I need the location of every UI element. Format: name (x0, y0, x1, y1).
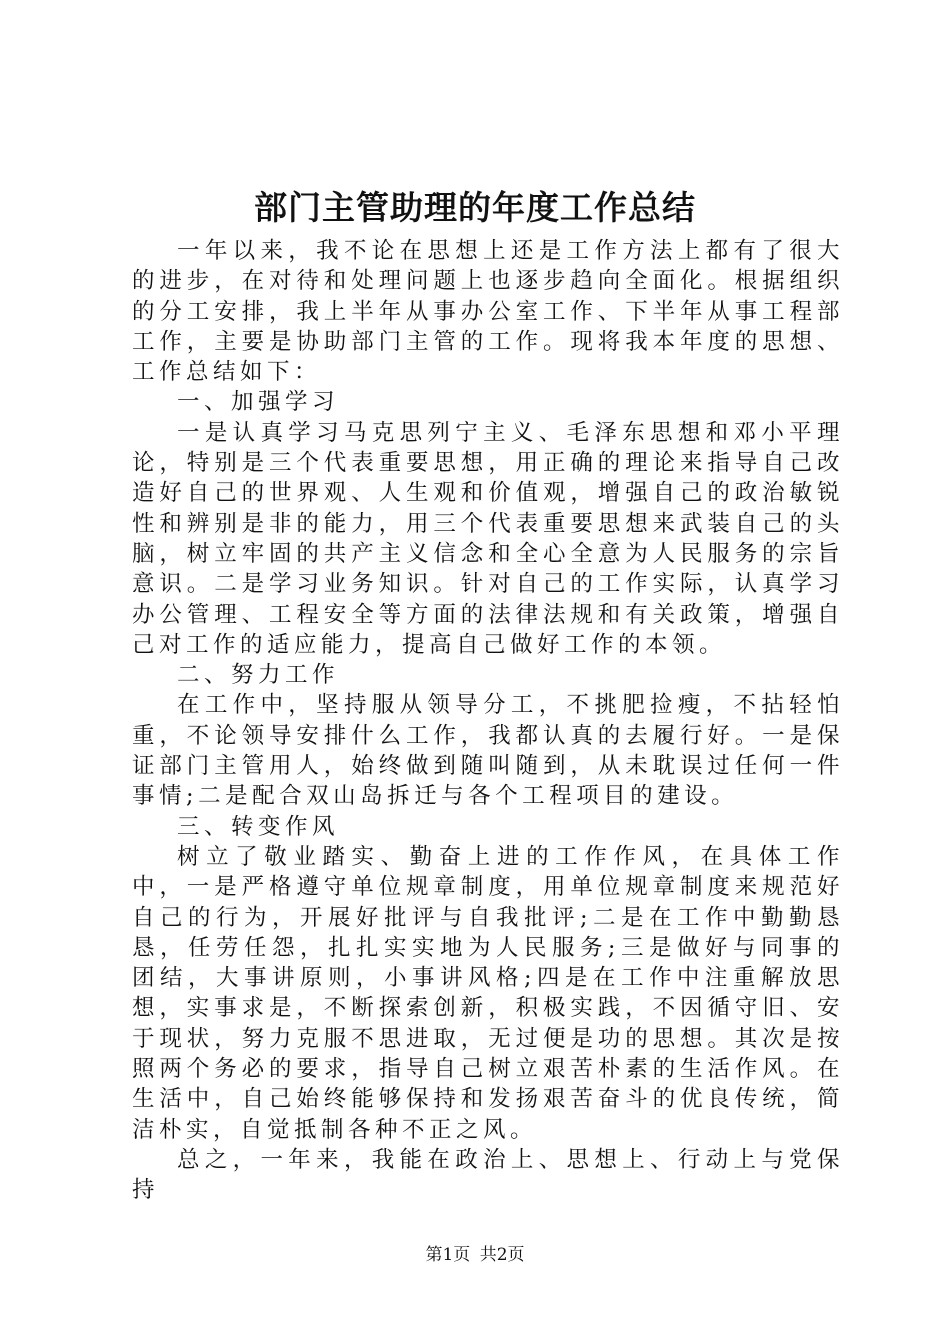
paragraph-work: 在工作中，坚持服从领导分工，不挑肥捡瘦，不拈轻怕重，不论领导安排什么工作，我都认真的去履行好。一是保证部门主管用人，始终做到随叫随到，从未耽误过任何一件事情;二是配合双山岛拆迁与各个工程项目的建设。 (132, 692, 844, 810)
paragraph-conclusion: 总之，一年来，我能在政治上、思想上、行动上与党保持 (132, 1146, 844, 1204)
paragraph-study: 一是认真学习马克思列宁主义、毛泽东思想和邓小平理论，特别是三个代表重要思想，用正确的理论来指导自己改造好自己的世界观、人生观和价值观，增强自己的政治敏锐性和辨别是非的能力，用三个代表重要思想来武装自己的头脑，树立牢固的共产主义信念和全心全意为人民服务的宗旨意识。二是学习业务知识。针对自己的工作实际，认真学习办公管理、工程安全等方面的法律法规和有关政策，增强自己对工作的适应能力，提高自己做好工作的本领。 (132, 419, 844, 658)
paragraph-intro: 一年以来，我不论在思想上还是工作方法上都有了很大的进步，在对待和处理问题上也逐步趋向全面化。根据组织的分工安排，我上半年从事办公室工作、下半年从事工程部工作，主要是协助部门主管的工作。现将我本年度的思想、工作总结如下： (132, 238, 844, 386)
section-heading-style: 三、转变作风 (177, 813, 340, 840)
page-number: 第1页 (425, 1245, 471, 1265)
page-footer (0, 1243, 950, 1267)
paragraph-style: 树立了敬业踏实、勤奋上进的工作作风，在具体工作中，一是严格遵守单位规章制度，用单位规章制度来规范好自己的行为，开展好批评与自我批评;二是在工作中勤勤恳恳，任劳任怨，扎扎实实地为人民服务;三是做好与同事的团结，大事讲原则，小事讲风格;四是在工作中注重解放思想，实事求是，不断探索创新，积极实践，不因循守旧、安于现状，努力克服不思进取，无过便是功的思想。其次是按照两个务必的要求，指导自己树立艰苦朴素的生活作风。在生活中，自己始终能够保持和发扬艰苦奋斗的优良传统，简洁朴实，自觉抵制各种不正之风。 (132, 843, 844, 1143)
section-heading-study: 一、加强学习 (177, 389, 340, 416)
document-title: 部门主管助理的年度工作总结 (254, 188, 696, 227)
page-total: 共2页 (479, 1245, 525, 1265)
section-heading-work: 二、努力工作 (177, 662, 340, 689)
document-body (132, 236, 844, 1206)
